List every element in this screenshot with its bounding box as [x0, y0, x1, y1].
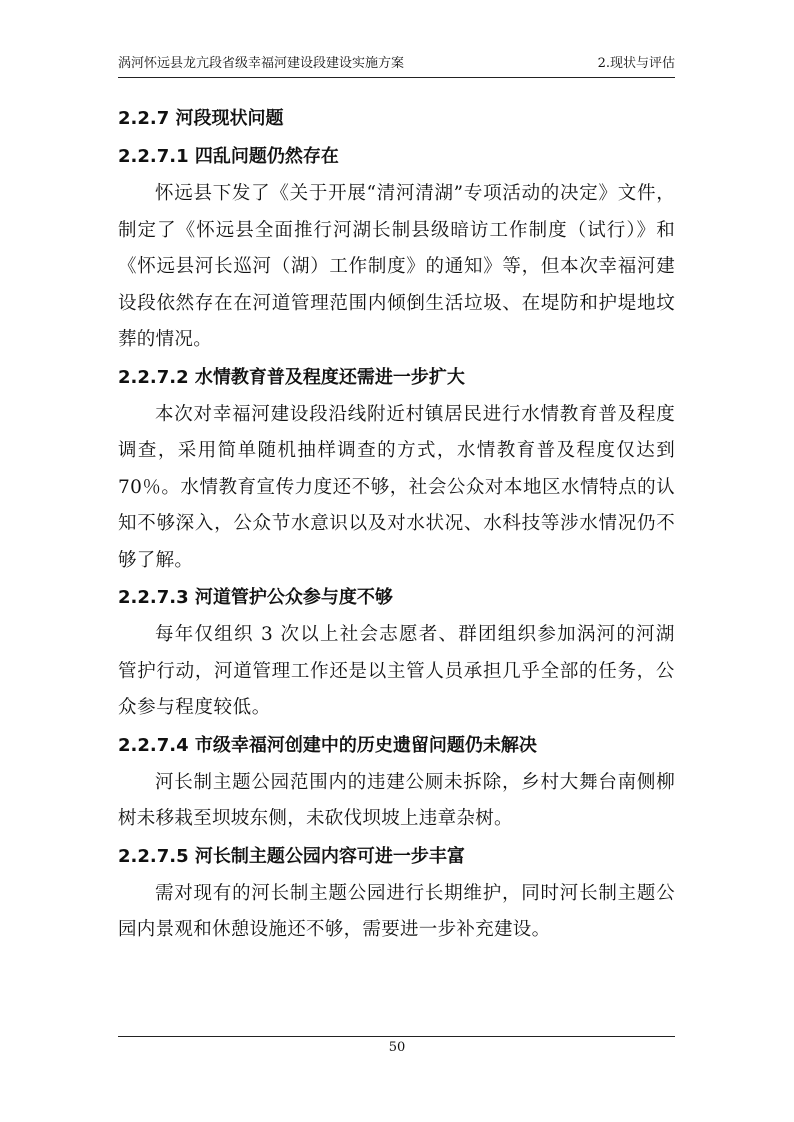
paragraph-2-2-7-1: 怀远县下发了《关于开展“清河清湖”专项活动的决定》文件，制定了《怀远县全面推行河湖长制县级暗访工作制度（试行）》和《怀远县河长巡河（湖）工作制度》的通知》等，但本次幸福河建设段依然存在在河道管理范围内倾倒生活垃圾、在堤防和护堤地坟葬的情况。 [118, 183, 675, 350]
paragraph-2-2-7-5: 需对现有的河长制主题公园进行长期维护，同时河长制主题公园内景观和休憩设施还不够，需要进一步补充建设。 [118, 882, 675, 940]
page-header [118, 52, 675, 76]
paragraph-2-2-7-2: 本次对幸福河建设段沿线附近村镇居民进行水情教育普及程度调查，采用简单随机抽样调查的方式，水情教育普及程度仅达到 70％。水情教育宣传力度还不够，社会公众对本地区水情特点的认知不够深入，公众节水意识以及对水状况、水科技等涉水情况仍不够了解。 [118, 403, 675, 571]
paragraph-2-2-7-4: 河长制主题公园范围内的违建公厕未拆除，乡村大舞台南侧柳树未移栽至坝坡东侧，未砍伐坝坡上违章杂树。 [118, 771, 675, 829]
document-title: 涡河怀远县龙亢段省级幸福河建设段建设实施方案 [118, 56, 405, 71]
footer-divider [118, 1036, 675, 1037]
section-heading-2-2-7-3: 2.2.7.3 河道管护公众参与度不够 [118, 587, 393, 608]
page-number: 50 [388, 1040, 406, 1055]
header-divider [118, 77, 675, 78]
section-heading-2-2-7-5: 2.2.7.5 河长制主题公园内容可进一步丰富 [118, 845, 465, 867]
page-body [118, 100, 675, 949]
section-heading-2-2-7-4: 2.2.7.4 市级幸福河创建中的历史遗留问题仍未解决 [118, 734, 537, 756]
chapter-label: 2.现状与评估 [597, 56, 675, 71]
section-heading-2-2-7-2: 2.2.7.2 水情教育普及程度还需进一步扩大 [118, 366, 465, 388]
paragraph-2-2-7-3: 每年仅组织 3 次以上社会志愿者、群团组织参加涡河的河湖管护行动，河道管理工作还是以主管人员承担几乎全部的任务，公众参与程度较低。 [118, 624, 675, 718]
section-heading-2-2-7-1: 2.2.7.1 四乱问题仍然存在 [118, 146, 339, 167]
section-heading-2-2-7: 2.2.7 河段现状问题 [118, 108, 284, 129]
